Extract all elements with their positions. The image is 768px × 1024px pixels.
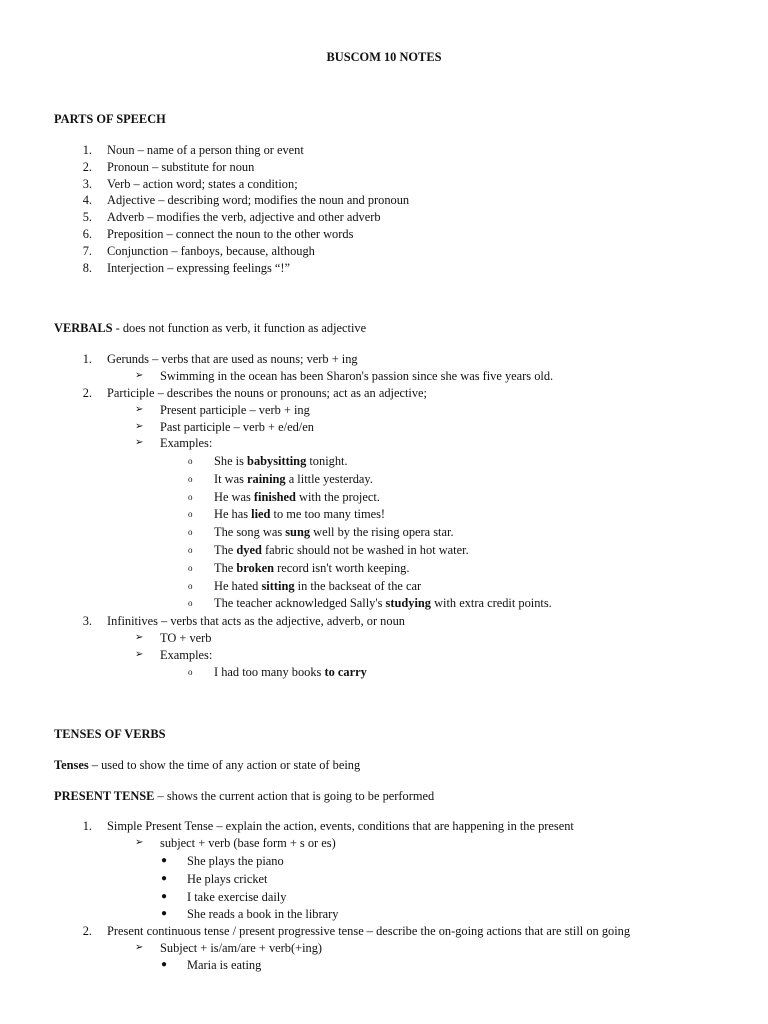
example-sentence xyxy=(214,490,380,504)
present-continuous-item: Present continuous tense / present progressive tense – describe the on-going actions that are still on going xyxy=(107,924,631,938)
list-number: 2. xyxy=(82,924,92,938)
example-text: record isn't worth keeping. xyxy=(274,560,410,575)
present-continuous-example: Maria is eating xyxy=(187,958,262,972)
gerunds-example: Swimming in the ocean has been Sharon's passion since she was five years old. xyxy=(160,369,554,383)
circle-bullet-icon: o xyxy=(188,545,193,555)
example-bold-word: sitting xyxy=(261,578,295,593)
round-bullet-icon: ● xyxy=(161,872,168,884)
arrow-bullet-icon: ➢ xyxy=(135,649,144,660)
page-title: BUSCOM 10 NOTES xyxy=(326,50,442,64)
list-number: 5. xyxy=(82,210,92,225)
simple-present-item: Simple Present Tense – explain the action, events, conditions that are happening in the present xyxy=(107,819,574,833)
example-text: He hated xyxy=(214,578,262,593)
gerunds-item: Gerunds – verbs that are used as nouns; verb + ing xyxy=(107,352,358,366)
example-text: a little yesterday. xyxy=(285,471,373,486)
infinitives-item: Infinitives – verbs that acts as the adjective, adverb, or noun xyxy=(107,614,405,628)
example-text: It was xyxy=(214,471,248,486)
round-bullet-icon: ● xyxy=(161,908,168,920)
present-continuous-formula: Subject + is/am/are + verb(+ing) xyxy=(160,941,323,955)
participle-subitem: Present participle – verb + ing xyxy=(160,403,310,417)
list-item: Preposition – connect the noun to the other words xyxy=(107,227,354,241)
round-bullet-icon: ● xyxy=(161,959,168,970)
example-text: with the project. xyxy=(295,489,380,504)
example-sentence xyxy=(214,472,373,486)
infinitives-formula: TO + verb xyxy=(160,631,212,645)
example-text: The song was xyxy=(214,525,286,540)
example-sentence xyxy=(214,596,552,610)
example-bold-word: lied xyxy=(251,507,271,522)
example-sentence xyxy=(214,525,454,539)
list-item: Adjective – describing word; modifies the noun and pronoun xyxy=(107,193,410,208)
circle-bullet-icon: o xyxy=(188,562,193,573)
example-text: in the backseat of the car xyxy=(294,578,422,593)
list-number: 7. xyxy=(82,243,92,258)
example-bold-word: finished xyxy=(253,489,296,504)
example-sentence xyxy=(214,507,385,521)
verbals-heading-line xyxy=(54,321,366,335)
tenses-heading: TENSES OF VERBS xyxy=(54,727,166,741)
example-text: to me too many times! xyxy=(270,507,386,522)
circle-bullet-icon: o xyxy=(188,527,193,538)
arrow-bullet-icon: ➢ xyxy=(135,370,144,381)
round-bullet-icon: ● xyxy=(161,890,168,902)
list-number: 3. xyxy=(82,614,92,628)
list-number: 2. xyxy=(82,159,92,174)
list-item: Noun – name of a person thing or event xyxy=(107,143,304,157)
participle-item: Participle – describes the nouns or pronouns; act as an adjective; xyxy=(107,386,427,400)
example-bold-word: broken xyxy=(236,560,275,575)
arrow-bullet-icon: ➢ xyxy=(135,404,144,415)
example-text: The xyxy=(214,560,237,575)
round-bullet-icon: ● xyxy=(161,855,168,866)
tenses-definition xyxy=(54,758,360,772)
tenses-text: – used to show the time of any action or state of being xyxy=(88,758,361,772)
list-item: Verb – action word; states a condition; xyxy=(107,176,298,191)
arrow-bullet-icon: ➢ xyxy=(135,942,144,953)
example-bold-word: dyed xyxy=(236,543,262,557)
example-bold-word: studying xyxy=(385,596,431,611)
arrow-bullet-icon: ➢ xyxy=(135,437,144,448)
example-text: He was xyxy=(214,489,254,504)
arrow-bullet-icon: ➢ xyxy=(135,632,144,643)
list-number: 6. xyxy=(82,227,92,241)
simple-present-example: I take exercise daily xyxy=(187,889,287,904)
example-text: She is xyxy=(214,454,248,468)
participle-subitem: Past participle – verb + e/ed/en xyxy=(160,419,314,434)
present-tense-label: PRESENT TENSE xyxy=(54,789,155,803)
list-item: Conjunction – fanboys, because, although xyxy=(107,243,315,258)
example-text: fabric should not be washed in hot water. xyxy=(261,543,469,557)
example-text: The teacher acknowledged Sally's xyxy=(214,596,386,611)
infinitives-example xyxy=(214,665,367,679)
circle-bullet-icon: o xyxy=(188,580,193,591)
example-text: tonight. xyxy=(306,454,348,468)
simple-present-formula: subject + verb (base form + s or es) xyxy=(160,836,336,850)
verbals-heading: VERBALS xyxy=(54,321,113,335)
list-number: 1. xyxy=(82,352,92,366)
simple-present-example: He plays cricket xyxy=(187,871,268,886)
list-item: Pronoun – substitute for noun xyxy=(107,159,255,174)
verbals-description: - does not function as verb, it function as adjective xyxy=(112,321,367,335)
arrow-bullet-icon: ➢ xyxy=(135,837,144,848)
simple-present-example: She reads a book in the library xyxy=(187,907,339,922)
participle-subitem: Examples: xyxy=(160,436,213,450)
example-sentence xyxy=(214,454,348,468)
tenses-label: Tenses xyxy=(54,758,89,772)
list-number: 1. xyxy=(82,143,92,157)
circle-bullet-icon: o xyxy=(188,598,193,609)
example-sentence xyxy=(214,579,421,593)
arrow-bullet-icon: ➢ xyxy=(135,420,144,432)
list-number: 1. xyxy=(82,819,92,833)
circle-bullet-icon: o xyxy=(188,509,193,520)
list-item: Adverb – modifies the verb, adjective and other adverb xyxy=(107,210,381,225)
list-number: 8. xyxy=(82,260,92,275)
circle-bullet-icon: o xyxy=(188,667,193,677)
list-number: 2. xyxy=(82,386,92,400)
example-text: I had too many books xyxy=(214,665,325,679)
present-tense-text: – shows the current action that is going to be performed xyxy=(154,789,435,803)
simple-present-example: She plays the piano xyxy=(187,854,284,868)
list-item: Interjection – expressing feelings “!” xyxy=(107,260,291,275)
example-sentence xyxy=(214,543,469,557)
list-number: 4. xyxy=(82,193,92,208)
example-bold-word: babysitting xyxy=(247,454,307,468)
example-text: He has xyxy=(214,507,252,522)
list-number: 3. xyxy=(82,176,92,191)
present-tense-definition xyxy=(54,789,434,803)
example-text: well by the rising opera star. xyxy=(310,525,454,540)
parts-of-speech-heading: PARTS OF SPEECH xyxy=(54,112,166,126)
circle-bullet-icon: o xyxy=(188,491,193,502)
example-bold-word: raining xyxy=(247,471,286,486)
infinitives-examples-label: Examples: xyxy=(160,648,213,662)
example-text: The xyxy=(214,543,237,557)
example-text: with extra credit points. xyxy=(430,596,552,611)
example-bold: to carry xyxy=(324,665,367,679)
example-bold-word: sung xyxy=(285,525,311,540)
example-sentence xyxy=(214,561,409,575)
circle-bullet-icon: o xyxy=(188,456,193,466)
circle-bullet-icon: o xyxy=(188,473,193,484)
